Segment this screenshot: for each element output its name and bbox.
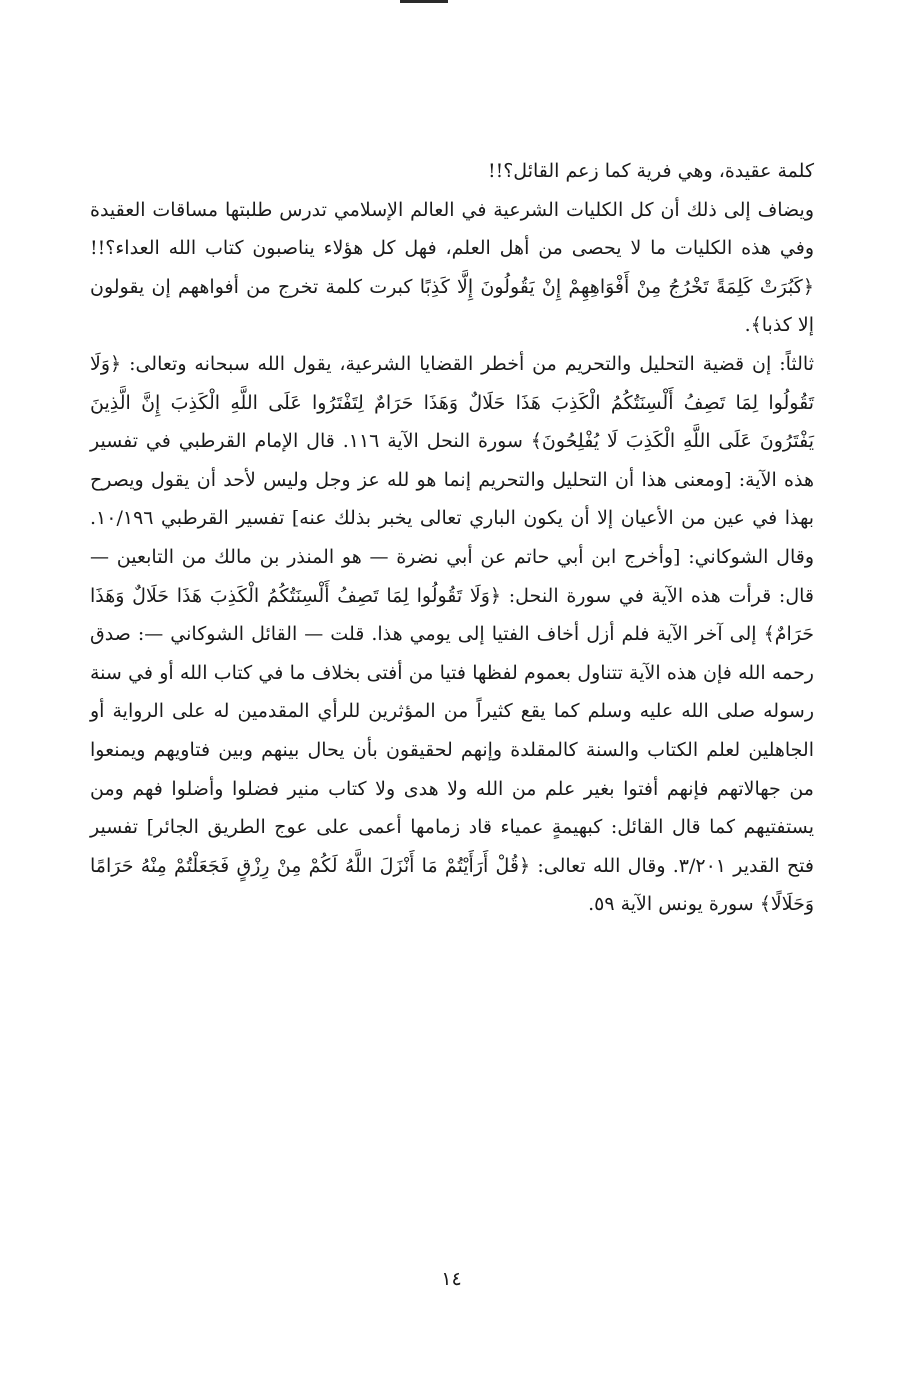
body-text: .	[744, 314, 751, 337]
body-text: سورة النحل الآية ١١٦. قال الإمام القرطبي في تفسير هذه الآية: [ومعنى هذا أن التحليل والتحريم إنما هو لله عز وجل وليس لأحد أن يقول ويصرح بهذا في عين من الأعيان إلا أن يكون الباري تعالى يخبر بذلك عنه] تفسير القرطبي ١٠/١٩٦. وقال الشوكاني: [وأخرج ابن أبي حاتم عن أبي نضرة — هو المنذر بن مالك من التابعين — قال: قرأت هذه الآية في سورة النحل:	[90, 430, 815, 607]
body-text: إلى آخر الآية فلم أزل أخاف الفتيا إلى يومي هذا. قلت — القائل الشوكاني —: صدق رحمه الله فإن هذه الآية تتناول بعموم لفظها فتيا من أفتى بخلاف ما في كتاب الله أو في سنة رسوله صلى الله عليه وسلم كما يقع كثيراً من المؤثرين للرأي المقدمين له على الرواية أو الجاهلين لعلم الكتاب والسنة كالمقلدة وإنهم لحقيقون بأن يحال بينهم وبين فتاويهم ويمنعوا من جهالاتهم فإنهم أفتوا بغير علم من الله ولا هدى ولا كتاب منير فضلوا وأضلوا فهم ومن يستفتيهم كما قال القائل: كبهيمةٍ عمياء قاد زمامها أعمى على عوج الطريق الجائر] تفسير فتح القدير ٣/٢٠١. وقال الله تعالى:	[90, 623, 815, 877]
paragraph	[90, 191, 814, 345]
body-text: ثالثاً: إن قضية التحليل والتحريم من أخطر القضايا الشرعية، يقول الله سبحانه وتعالى:	[121, 352, 814, 375]
quran-verse: ﴿كَبُرَتْ كَلِمَةً تَخْرُجُ مِنْ أَفْوَاهِهِمْ إِنْ يَقُولُونَ إِلَّا كَذِبًا كبرت كلمة تخرج من أفواههم إن يقولون إلا كذبا﴾	[90, 275, 814, 337]
quran-verse: ﴿وَلَا تَقُولُوا لِمَا تَصِفُ أَلْسِنَتُكُمُ الْكَذِبَ هَذَا حَلَالٌ وَهَذَا حَرَامٌ لِتَفْتَرُوا عَلَى اللَّهِ الْكَذِبَ إِنَّ الَّذِينَ يَفْتَرُونَ عَلَى اللَّهِ الْكَذِبَ لَا يُفْلِحُونَ﴾	[90, 352, 814, 453]
paragraph	[90, 152, 814, 191]
quran-verse: ﴿وَلَا تَقُولُوا لِمَا تَصِفُ أَلْسِنَتُكُمُ الْكَذِبَ هَذَا حَلَالٌ وَهَذَا حَرَامٌ﴾	[90, 584, 814, 646]
body-text: سورة يونس الآية ٥٩.	[588, 893, 760, 916]
body-text: كلمة عقيدة، وهي فرية كما زعم القائل؟!!	[487, 160, 814, 182]
page-body	[90, 152, 814, 924]
top-rule	[400, 0, 448, 3]
quran-verse: ﴿قُلْ أَرَأَيْتُمْ مَا أَنْزَلَ اللَّهُ لَكُمْ مِنْ رِزْقٍ فَجَعَلْتُمْ مِنْهُ حَرَامًا وَحَلَالًا﴾	[90, 854, 814, 916]
page-number: ١٤	[441, 1268, 462, 1290]
body-text: ويضاف إلى ذلك أن كل الكليات الشرعية في العالم الإسلامي تدرس طلبتها مساقات العقيدة وفي هذه الكليات ما لا يحصى من أهل العلم، فهل كل هؤلاء يناصبون كتاب الله العداء؟!!	[90, 198, 814, 260]
paragraph	[90, 345, 814, 924]
